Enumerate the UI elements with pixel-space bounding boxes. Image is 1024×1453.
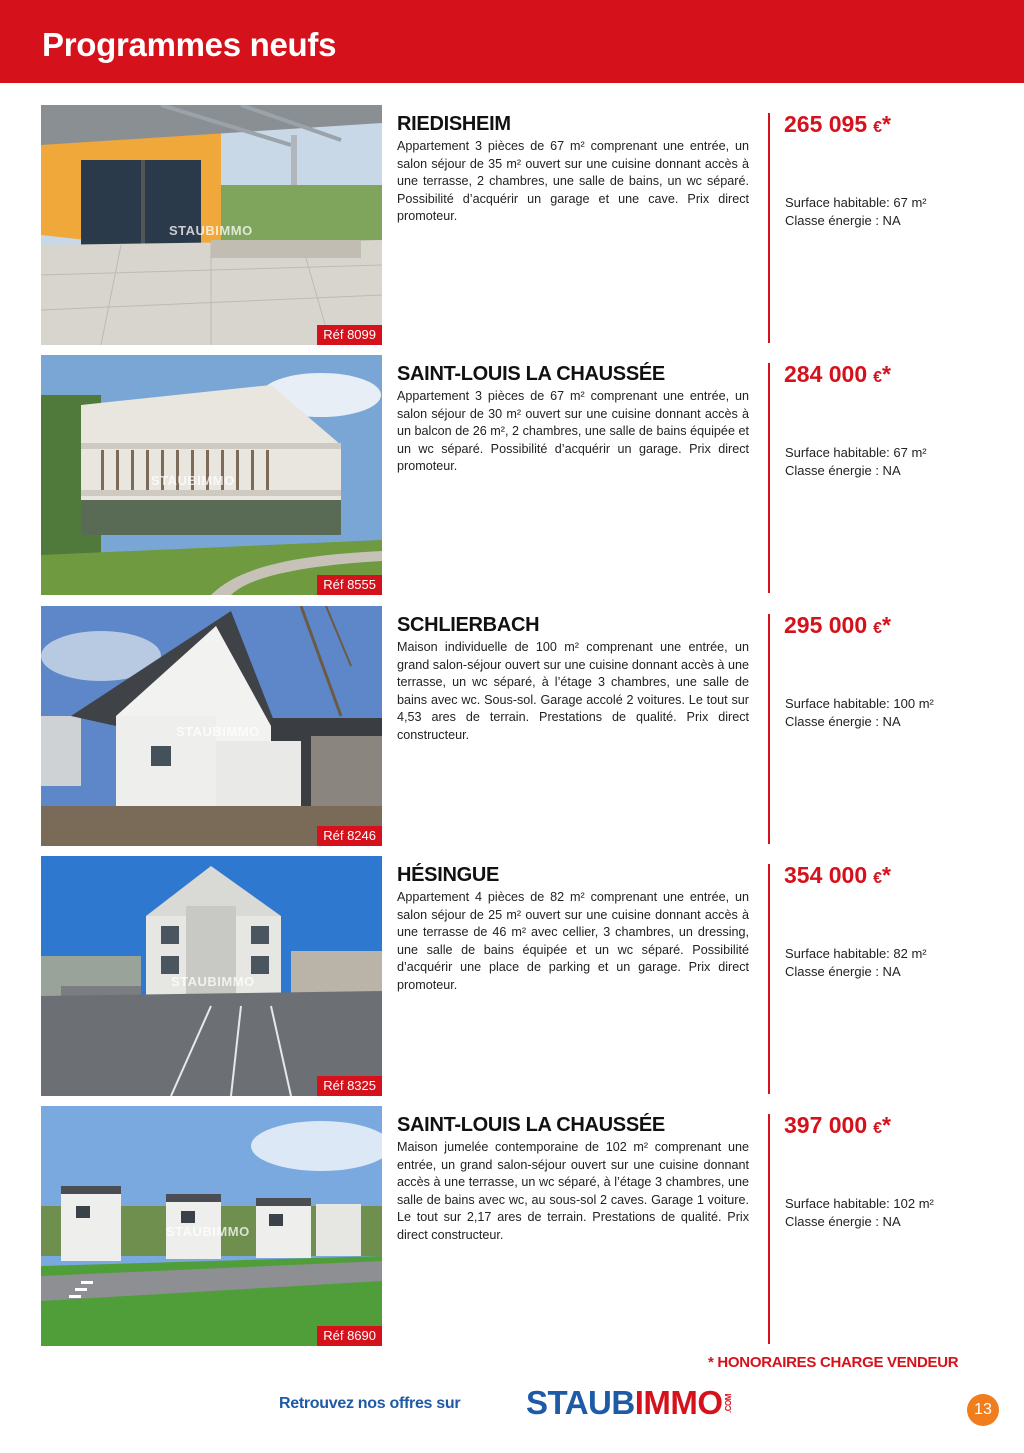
listing-title: SAINT-LOUIS LA CHAUSSÉE [397, 363, 665, 385]
page-number-badge: 13 [967, 1394, 999, 1426]
listing-description: Appartement 3 pièces de 67 m² comprenant une entrée, un salon séjour de 35 m² ouvert sur une cuisine donnant accès à une terrasse, 2 chambres, une salle de bains, un wc séparé. Possibilité d’acquérir un garage et une cave. Prix direct promoteur. [397, 139, 749, 224]
property-photo[interactable] [41, 105, 382, 345]
energy-text: Classe énergie : NA [785, 714, 901, 729]
logo-dotcom: .COM [723, 1393, 733, 1413]
listing-card[interactable] [0, 856, 1024, 1096]
header-bar [0, 0, 1024, 83]
price-asterisk: * [882, 1112, 891, 1138]
price-value: 354 000 [784, 862, 868, 888]
price [784, 111, 891, 138]
reference-badge: Réf 8246 [317, 826, 382, 846]
listing-description: Maison individuelle de 100 m² comprenant une entrée, un grand salon-séjour ouvert sur une cuisine donnant accès à une terrasse, un wc séparé, à l’étage 3 chambres, une salle de bains avec wc. Sous-sol. Garage accolé 2 voitures. Le tout sur 4,53 ares de terrain. Prestations de qualité. Prix direct constructeur. [397, 640, 749, 742]
price-currency: € [873, 620, 883, 637]
photo-watermark: STAUBIMMO [166, 1224, 250, 1239]
surface-text: Surface habitable: 67 m² [785, 195, 927, 210]
fees-footnote: * HONORAIRES CHARGE VENDEUR [708, 1354, 959, 1371]
photo-watermark: STAUBIMMO [171, 974, 255, 989]
listing-description: Appartement 4 pièces de 82 m² comprenant une entrée, un salon séjour de 25 m² ouvert sur une cuisine donnant accès à une terrasse de 46 m² avec cellier, 3 chambres, un dressing, une salle de bains équipée et un wc séparé. Possibilité d’acquérir une place de parking et un garage. Prix direct promoteur. [397, 890, 749, 992]
energy-text: Classe énergie : NA [785, 1214, 901, 1229]
photo-watermark: STAUBIMMO [176, 724, 260, 739]
logo-part-immo: IMMO [634, 1384, 723, 1421]
listing-title: HÉSINGUE [397, 864, 500, 886]
listing-card[interactable] [0, 606, 1024, 846]
specs [785, 194, 927, 230]
property-photo[interactable] [41, 856, 382, 1096]
vertical-divider [768, 363, 770, 593]
listing-title: SCHLIERBACH [397, 614, 540, 636]
price-value: 284 000 [784, 361, 868, 387]
specs [785, 695, 934, 731]
listing-description: Appartement 3 pièces de 67 m² comprenant une entrée, un salon séjour de 30 m² ouvert sur une cuisine donnant accès à un balcon de 26 m², 2 chambres, une salle de bains équipée et un wc séparé. Possibilité d’acquérir un garage. Prix direct promoteur. [397, 389, 749, 474]
logo-part-staub: STAUB [526, 1384, 635, 1421]
vertical-divider [768, 113, 770, 343]
listing-title: RIEDISHEIM [397, 113, 511, 135]
page-title: Programmes neufs [42, 26, 337, 63]
price [784, 361, 891, 388]
price-asterisk: * [882, 612, 891, 638]
energy-text: Classe énergie : NA [785, 463, 901, 478]
listing-title: SAINT-LOUIS LA CHAUSSÉE [397, 1114, 665, 1136]
photo-watermark: STAUBIMMO [169, 223, 253, 238]
price-currency: € [873, 369, 883, 386]
listing-description: Maison jumelée contemporaine de 102 m² comprenant une entrée, un grand salon-séjour ouvert sur une cuisine donnant accès à une terrasse, un wc séparé, à l’étage 3 chambres, une salle de bains avec wc, au sous-sol 2 caves. Garage 1 voiture. Le tout sur 2,17 ares de terrain. Prestations de qualité. Prix direct constructeur. [397, 1140, 749, 1242]
specs [785, 945, 927, 981]
price [784, 1112, 891, 1139]
price-asterisk: * [882, 862, 891, 888]
energy-text: Classe énergie : NA [785, 964, 901, 979]
footer-tagline: Retrouvez nos offres sur [279, 1395, 461, 1412]
price-asterisk: * [882, 361, 891, 387]
price-value: 265 095 [784, 111, 868, 137]
surface-text: Surface habitable: 67 m² [785, 445, 927, 460]
vertical-divider [768, 1114, 770, 1344]
price-value: 295 000 [784, 612, 868, 638]
energy-text: Classe énergie : NA [785, 213, 901, 228]
price-value: 397 000 [784, 1112, 868, 1138]
reference-badge: Réf 8690 [317, 1326, 382, 1346]
property-photo[interactable] [41, 1106, 382, 1346]
price-currency: € [873, 119, 883, 136]
property-photo[interactable] [41, 606, 382, 846]
surface-text: Surface habitable: 102 m² [785, 1196, 934, 1211]
reference-badge: Réf 8325 [317, 1076, 382, 1096]
reference-badge: Réf 8099 [317, 325, 382, 345]
price [784, 862, 891, 889]
vertical-divider [768, 864, 770, 1094]
photo-watermark: STAUBIMMO [151, 473, 235, 488]
price-currency: € [873, 870, 883, 887]
staubimmo-logo[interactable] [526, 1384, 737, 1422]
property-photo[interactable] [41, 355, 382, 595]
specs [785, 444, 927, 480]
price-currency: € [873, 1120, 883, 1137]
surface-text: Surface habitable: 82 m² [785, 946, 927, 961]
vertical-divider [768, 614, 770, 844]
specs [785, 1195, 934, 1231]
price-asterisk: * [882, 111, 891, 137]
surface-text: Surface habitable: 100 m² [785, 696, 934, 711]
reference-badge: Réf 8555 [317, 575, 382, 595]
listing-card[interactable] [0, 1106, 1024, 1346]
price [784, 612, 891, 639]
listing-card[interactable] [0, 105, 1024, 345]
listing-card[interactable] [0, 355, 1024, 595]
